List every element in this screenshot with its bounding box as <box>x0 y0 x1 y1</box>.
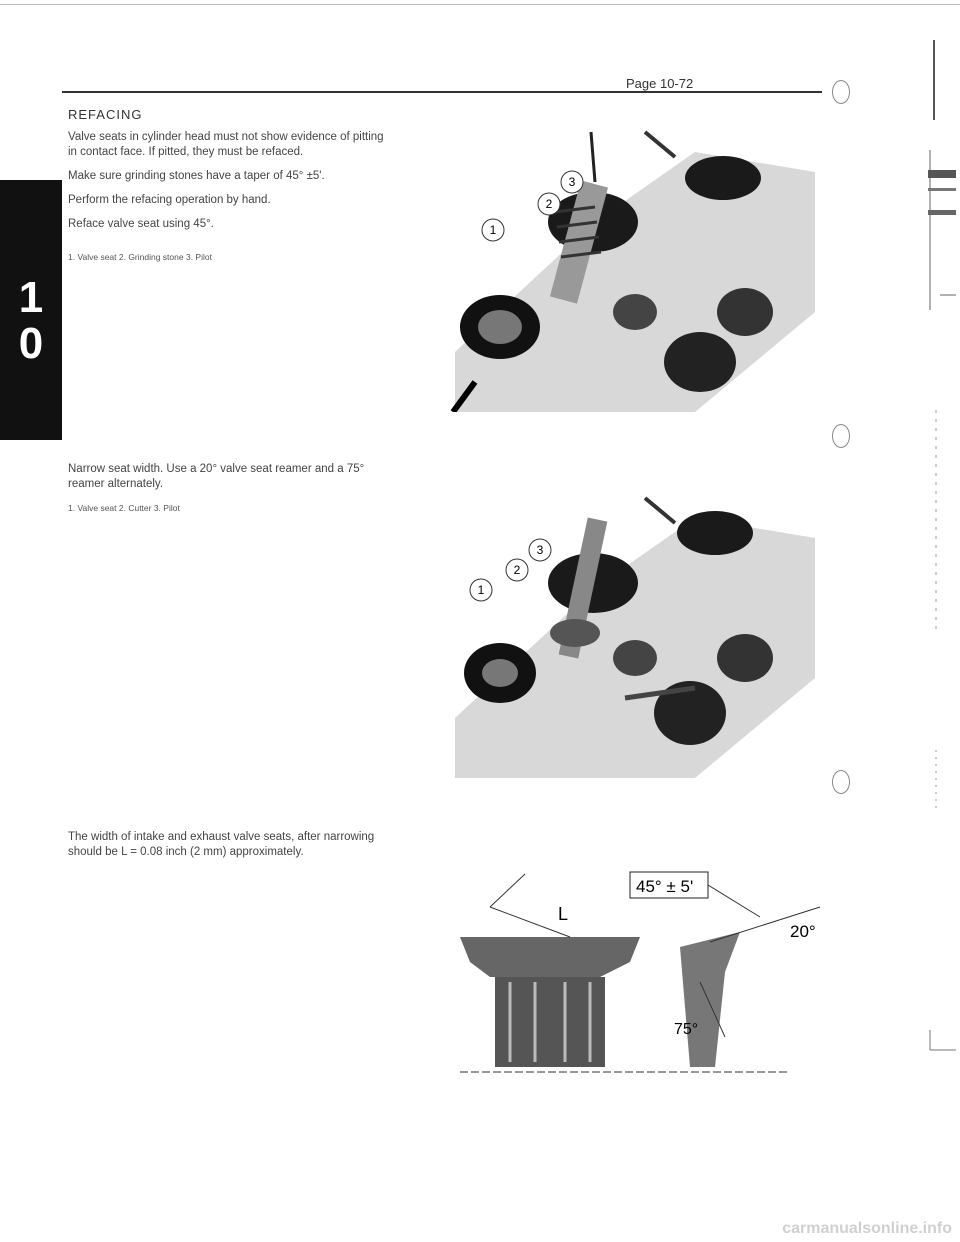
valve-seat-angle-diagram <box>450 862 830 1102</box>
top-scan-edge <box>0 4 960 5</box>
callout-3: 3 <box>568 175 576 189</box>
cylinder-head-photo-cutter <box>445 478 825 778</box>
callout-2: 2 <box>513 563 521 577</box>
binder-ring-hole <box>832 424 850 448</box>
paragraph-line: Make sure grinding stones have a taper of 45° ±5'. <box>68 170 325 182</box>
right-margin-tabs <box>900 10 960 1242</box>
cylinder-head-photo-grinding <box>445 112 825 412</box>
page-number: Page 10-72 <box>626 76 694 91</box>
callout-1: 1 <box>489 223 497 237</box>
callout-2: 2 <box>545 197 553 211</box>
angle-label-20: 20° <box>790 922 816 941</box>
binder-ring-hole <box>832 770 850 794</box>
paragraph-line: The width of intake and exhaust valve seats, after narrowing <box>68 831 375 843</box>
chapter-digit-1: 1 <box>18 273 44 322</box>
binder-ring-hole <box>832 80 850 104</box>
paragraph-line: reamer alternately. <box>68 478 164 490</box>
angle-label-45: 45° ± 5' <box>636 877 694 896</box>
paragraph-line: Perform the refacing operation by hand. <box>68 194 271 206</box>
paragraph-line: Reface valve seat using 45°. <box>68 218 214 230</box>
callout-3: 3 <box>536 543 544 557</box>
angle-label-75: 75° <box>674 1021 699 1038</box>
width-label-L: L <box>558 904 569 924</box>
header-rule <box>62 91 822 93</box>
watermark: carmanualsonline.info <box>782 1220 952 1237</box>
figure-caption: 1. Valve seat 2. Grinding stone 3. Pilot <box>68 252 212 262</box>
paragraph-line: in contact face. If pitted, they must be refaced. <box>68 146 304 158</box>
paragraph-line: should be L = 0.08 inch (2 mm) approximately. <box>68 846 304 858</box>
paragraph-line: Narrow seat width. Use a 20° valve seat reamer and a 75° <box>68 463 365 475</box>
chapter-digit-0: 0 <box>18 319 44 368</box>
figure-caption: 1. Valve seat 2. Cutter 3. Pilot <box>68 503 180 513</box>
paragraph-line: Valve seats in cylinder head must not show evidence of pitting <box>68 131 384 143</box>
chapter-tab <box>0 180 62 440</box>
callout-1: 1 <box>477 583 485 597</box>
section-heading-refacing: REFACING <box>68 107 143 122</box>
